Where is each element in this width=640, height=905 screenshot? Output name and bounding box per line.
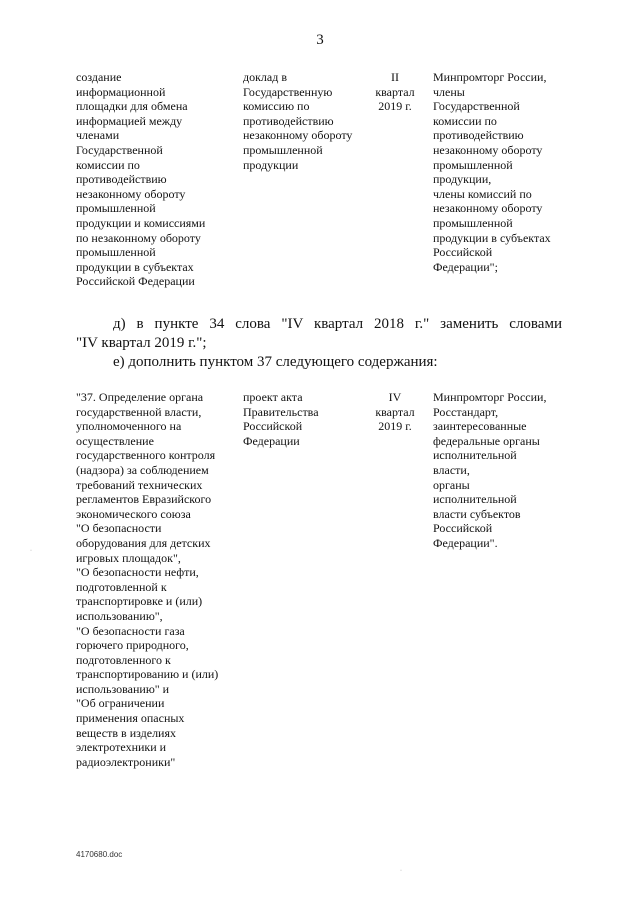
row-action-text: "37. Определение органа государственной власти, уполномоченного на осуществление государственного контроля (надзора) за соблюдением требований технических регламентов Евразийского экономического союза "О безопасности оборудования для детских игровых площадок", "О безопасности нефти, подготовленной к транспортировке и (или) использованию", "О безопасности газа горючего природного, подготовленного к транспортированию и (или) использованию" и "Об ограничении применения опасных веществ в изделиях электротехники и радиоэлектроники" [76, 390, 219, 769]
row-deadline-text: IV квартал 2019 г. [375, 390, 415, 434]
scan-speck: · [30, 548, 32, 554]
row-responsible-text: Минпромторг России, Росстандарт, заинтересованные федеральные органы исполнительной власти, органы исполнительной власти субъектов Российской Федерации". [433, 390, 547, 550]
amendment-d-paragraph: д) в пункте 34 слова "IV квартал 2018 г." заменить словами [113, 316, 562, 332]
row-action-text: создание информационной площадки для обмена информацией между членами Государственной комиссии по противодействию незаконному обороту промышленной продукции и комиссиями по незаконному обороту промышленной продукции в субъектах Российской Федерации [76, 70, 206, 289]
row-result-text: проект акта Правительства Российской Федерации [243, 390, 319, 448]
amendment-d-continuation: "IV квартал 2019 г."; [76, 335, 207, 351]
row-result-text: доклад в Государственную комиссию по противодействию незаконному обороту промышленной продукции [243, 70, 353, 172]
amendment-e-paragraph: е) дополнить пунктом 37 следующего содержания: [113, 354, 438, 370]
row-deadline-text: II квартал 2019 г. [375, 70, 415, 114]
row-responsible-text: Минпромторг России, члены Государственной комиссии по противодействию незаконному обороту промышленной продукции, члены комиссий по незаконному обороту промышленной продукции в субъектах Российской Федерации"; [433, 70, 551, 274]
footer-document-code: 4170680.doc [76, 850, 123, 859]
scan-speck: · [400, 868, 402, 874]
page-number: 3 [316, 32, 324, 48]
